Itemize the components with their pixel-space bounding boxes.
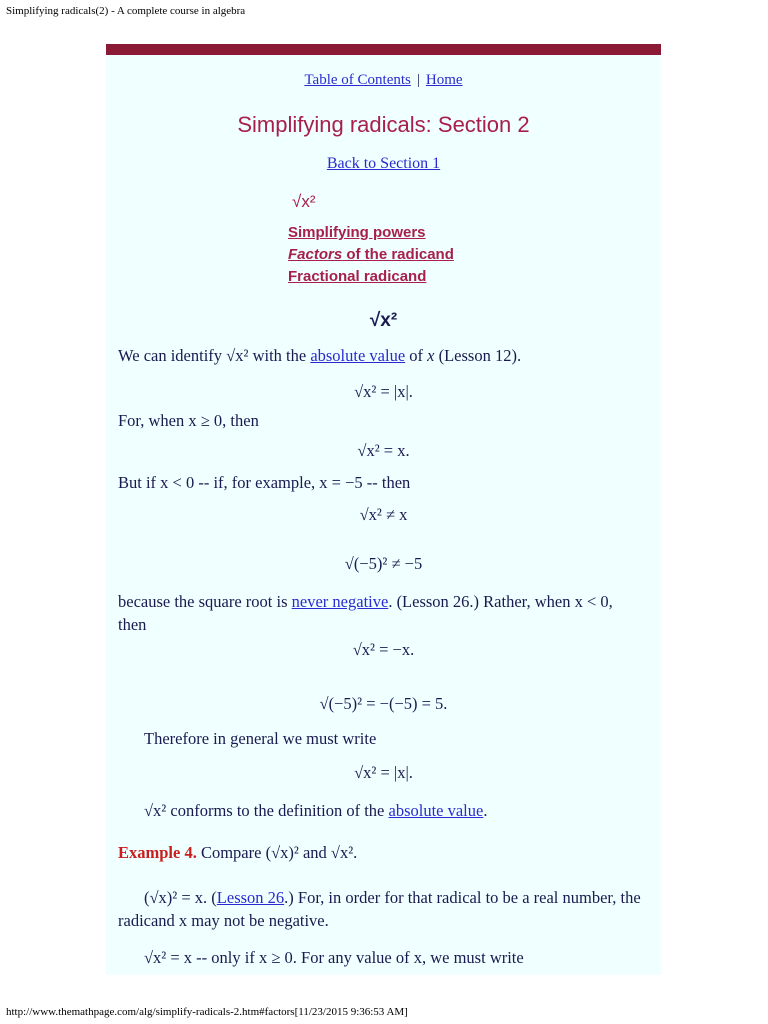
lesson-26-link[interactable]: Lesson 26 <box>216 888 285 907</box>
equation-5: √x² = −x. <box>352 640 415 659</box>
absolute-value-link[interactable]: absolute value <box>310 346 406 365</box>
equation-7: √x² = |x|. <box>354 763 413 782</box>
section-toc <box>288 192 454 288</box>
example-label: Example 4. <box>118 843 197 862</box>
toc-item-fractional-radicand[interactable]: Fractional radicand <box>288 268 427 285</box>
back-to-section-1-link[interactable]: Back to Section 1 <box>326 155 441 172</box>
paragraph-6: √x² conforms to the definition of the absolute value. <box>144 801 488 820</box>
equation-4: √(−5)² ≠ −5 <box>344 554 423 573</box>
toc-item-factors[interactable]: Factors of the radicand <box>288 246 454 263</box>
toc-item-simplifying-powers[interactable]: Simplifying powers <box>288 224 426 241</box>
toc-radical-link[interactable]: √x² <box>292 192 316 211</box>
example-4: Example 4. Compare (√x)² and √x². <box>118 843 358 862</box>
section-heading: √x² <box>369 310 398 331</box>
never-negative-link[interactable]: never negative <box>291 592 389 611</box>
paragraph-3: But if x < 0 -- if, for example, x = −5 -- then <box>118 473 411 492</box>
equation-1: √x² = |x|. <box>354 382 413 401</box>
top-accent-bar <box>106 44 661 55</box>
top-nav <box>106 72 661 89</box>
paragraph-1: We can identify √x² with the absolute value of x (Lesson 12). <box>118 346 522 365</box>
page-content <box>106 44 661 975</box>
browser-page-title: Simplifying radicals(2) - A complete course in algebra <box>6 5 246 17</box>
nav-separator: | <box>416 72 420 88</box>
paragraph-4: because the square root is never negative. (Lesson 26.) Rather, when x < 0, then <box>118 592 613 634</box>
page-title: Simplifying radicals: Section 2 <box>237 112 530 137</box>
table-of-contents-link[interactable]: Table of Contents <box>304 72 411 88</box>
absolute-value-link-2[interactable]: absolute value <box>388 801 484 820</box>
equation-6: √(−5)² = −(−5) = 5. <box>319 694 448 713</box>
equation-2: √x² = x. <box>357 441 410 460</box>
paragraph-5: Therefore in general we must write <box>144 729 377 748</box>
paragraph-2: For, when x ≥ 0, then <box>118 411 259 430</box>
paragraph-8: √x² = x -- only if x ≥ 0. For any value of x, we must write <box>144 948 524 967</box>
paragraph-7: (√x)² = x. (Lesson 26.) For, in order for that radical to be a real number, the radicand x may not be negative. <box>118 888 641 930</box>
equation-3: √x² ≠ x <box>359 505 408 524</box>
home-link[interactable]: Home <box>425 72 463 88</box>
browser-url: http://www.themathpage.com/alg/simplify-radicals-2.htm#factors[11/23/2015 9:36:53 AM] <box>6 1006 408 1018</box>
